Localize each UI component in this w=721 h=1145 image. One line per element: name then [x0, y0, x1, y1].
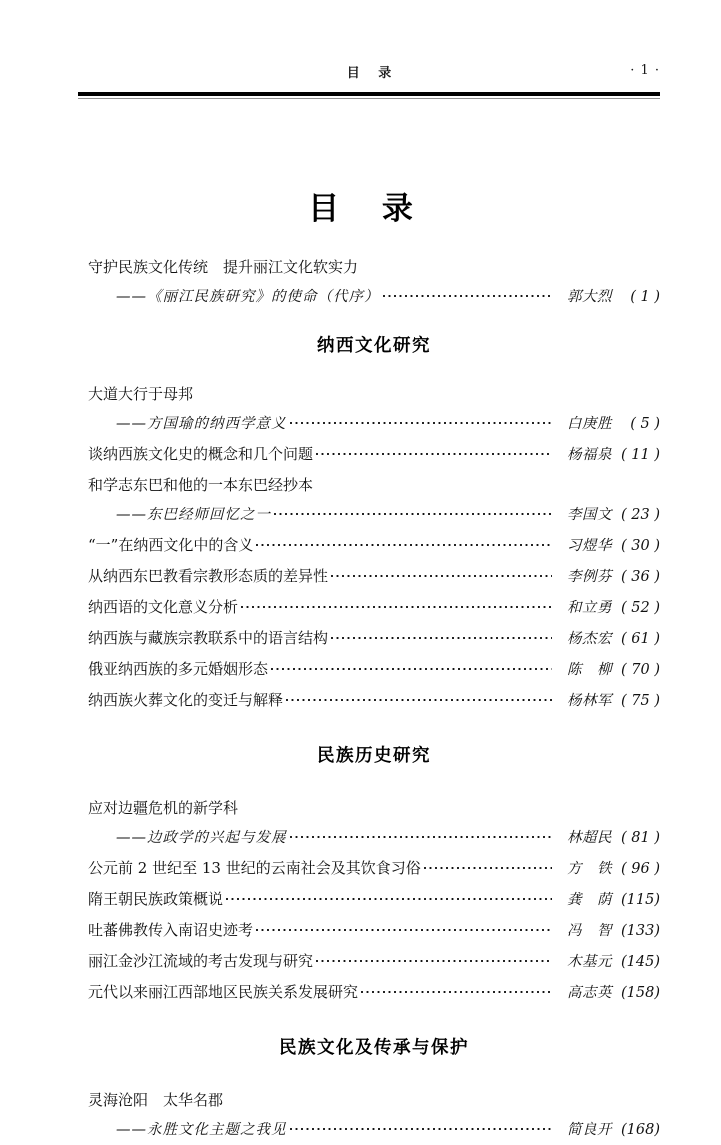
toc-entry-line[interactable]: [88, 409, 660, 439]
toc-entry: [88, 252, 660, 312]
toc-entry-subtitle: ——东巴经师回忆之一: [116, 507, 271, 523]
toc-entry: [88, 977, 660, 1008]
toc-entry-line[interactable]: [88, 685, 660, 716]
toc-entry-author: 习煜华: [567, 538, 612, 554]
toc-entry: [88, 793, 660, 853]
toc-entry-title: 丽江金沙江流域的考古发现与研究: [88, 952, 314, 970]
toc-entry-line[interactable]: [88, 946, 660, 977]
toc-entry-line[interactable]: [88, 1115, 660, 1145]
leader-dots: [241, 596, 552, 612]
toc-entry-page: ( 70 ): [621, 662, 660, 678]
toc-entry-headline: 灵海沧阳 太华名郡: [88, 1091, 224, 1109]
section-gap-bottom: [88, 1059, 660, 1085]
toc-entry-page: ( 11 ): [621, 447, 660, 463]
leader-dots: [290, 1118, 553, 1134]
toc-entry-line[interactable]: [88, 530, 660, 561]
toc-entry: [88, 561, 660, 592]
toc-entry-page: ( 81 ): [621, 830, 660, 846]
toc-entry-headline: 大道大行于母邦: [88, 385, 194, 403]
toc-entry: [88, 470, 660, 530]
section-gap-top: [88, 1008, 660, 1034]
toc-entry-line[interactable]: [88, 977, 660, 1008]
toc-entry-line[interactable]: [88, 853, 660, 884]
toc-entry-author: 龚 荫: [567, 892, 612, 908]
toc-entry-line[interactable]: [88, 592, 660, 623]
toc-entry-line[interactable]: [88, 561, 660, 592]
toc-entry-headline: 应对边疆危机的新学科: [88, 799, 239, 817]
toc-entry-headline: 和学志东巴和他的一本东巴经抄本: [88, 476, 314, 494]
toc-list: [88, 252, 660, 1145]
leader-dots: [424, 857, 552, 873]
section-gap-bottom: [88, 767, 660, 793]
leader-dots: [256, 534, 552, 550]
toc-entry-author: 李例芬: [567, 569, 612, 585]
toc-entry-title: 吐蕃佛教传入南诏史迹考: [88, 921, 254, 939]
toc-entry-author: 方 铁: [567, 861, 612, 877]
toc-entry-author: 木基元: [567, 954, 612, 970]
toc-entry: [88, 623, 660, 654]
leader-dots: [290, 412, 553, 428]
toc-entry-title: 公元前 2 世纪至 13 世纪的云南社会及其饮食习俗: [88, 859, 421, 877]
toc-entry-line[interactable]: [88, 282, 660, 312]
toc-entry-author: 杨林军: [567, 693, 612, 709]
toc-entry: [88, 1085, 660, 1145]
toc-entry: [88, 946, 660, 977]
toc-entry: [88, 439, 660, 470]
toc-entry: [88, 915, 660, 946]
leader-dots: [274, 503, 552, 519]
toc-entry-title: 纳西语的文化意义分析: [88, 598, 239, 616]
toc-entry-page: (133): [621, 923, 660, 939]
toc-entry: [88, 654, 660, 685]
toc-entry-title: “一”在纳西文化中的含义: [88, 536, 254, 554]
section-gap-top: [88, 312, 660, 332]
toc-entry-title: 纳西族与藏族宗教联系中的语言结构: [88, 629, 329, 647]
toc-entry-author: 郭大烈: [567, 289, 612, 305]
toc-entry-author: 陈 柳: [567, 662, 612, 678]
toc-entry-page: ( 61 ): [621, 631, 660, 647]
toc-entry-page: (145): [621, 954, 660, 970]
toc-entry-title: 谈纳西族文化史的概念和几个问题: [88, 445, 314, 463]
toc-entry: [88, 530, 660, 561]
toc-entry-subtitle: ——永胜文化主题之我见: [116, 1122, 287, 1138]
leader-dots: [331, 565, 552, 581]
toc-entry-author: 杨杰宏: [567, 631, 612, 647]
toc-entry-page: (115): [621, 892, 660, 908]
toc-entry: [88, 685, 660, 716]
toc-entry-author: 李国文: [567, 507, 612, 523]
toc-entry-page: ( 96 ): [621, 861, 660, 877]
section-heading: 民族历史研究: [317, 746, 431, 766]
toc-entry-page: ( 23 ): [621, 507, 660, 523]
toc-entry-title: 从纳西东巴教看宗教形态质的差异性: [88, 567, 329, 585]
toc-entry-line[interactable]: [88, 654, 660, 685]
section-heading: 纳西文化研究: [317, 336, 431, 356]
leader-dots: [271, 658, 552, 674]
leader-dots: [290, 826, 553, 842]
toc-entry-line[interactable]: [88, 500, 660, 530]
toc-entry-title: 元代以来丽江西部地区民族关系发展研究: [88, 983, 359, 1001]
toc-entry-author: 杨福泉: [567, 447, 612, 463]
toc-entry: [88, 379, 660, 439]
toc-entry-line[interactable]: [88, 884, 660, 915]
toc-entry-headline: 守护民族文化传统 提升丽江文化软实力: [88, 258, 359, 276]
leader-dots: [361, 981, 552, 997]
page-folio: · 1 ·: [630, 63, 660, 78]
toc-entry-page: (158): [621, 985, 660, 1001]
toc-entry-page: ( 30 ): [621, 538, 660, 554]
leader-dots: [256, 919, 552, 935]
toc-entry-author: 高志英: [567, 985, 612, 1001]
leader-dots: [226, 888, 552, 904]
leader-dots: [316, 443, 552, 459]
section-gap-top: [88, 716, 660, 742]
toc-entry-page: ( 52 ): [621, 600, 660, 616]
toc-entry-subtitle: ——边政学的兴起与发展: [116, 830, 287, 846]
toc-entry-page: ( 1 ): [630, 289, 660, 305]
toc-entry-author: 白庚胜: [567, 416, 612, 432]
toc-entry: [88, 884, 660, 915]
toc-entry-line[interactable]: [88, 915, 660, 946]
toc-entry-author: 冯 智: [567, 923, 612, 939]
section-heading: 民族文化及传承与保护: [279, 1038, 469, 1058]
toc-entry-line[interactable]: [88, 439, 660, 470]
toc-entry-line[interactable]: [88, 623, 660, 654]
leader-dots: [331, 627, 552, 643]
toc-entry-title: 纳西族火葬文化的变迁与解释: [88, 691, 284, 709]
toc-entry: [88, 853, 660, 884]
header-rule-thin: [78, 98, 660, 99]
toc-entry-title: 隋王朝民族政策概说: [88, 890, 224, 908]
toc-entry-title: 俄亚纳西族的多元婚姻形态: [88, 660, 269, 678]
toc-entry-subtitle: ——方国瑜的纳西学意义: [116, 416, 287, 432]
page-title: 目 录: [308, 191, 429, 227]
toc-entry-page: ( 36 ): [621, 569, 660, 585]
header-rule: [78, 92, 660, 99]
toc-entry-page: ( 75 ): [621, 693, 660, 709]
toc-entry: [88, 592, 660, 623]
section-gap-bottom: [88, 357, 660, 379]
toc-entry-line[interactable]: [88, 823, 660, 853]
toc-entry-author: 简良开: [567, 1122, 612, 1138]
running-head: [78, 62, 660, 88]
leader-dots: [316, 950, 552, 966]
leader-dots: [286, 689, 552, 705]
toc-entry-author: 和立勇: [567, 600, 612, 616]
toc-entry-subtitle: ——《丽江民族研究》的使命（代序）: [116, 289, 380, 305]
toc-entry-author: 林超民: [567, 830, 612, 846]
toc-entry-page: (168): [621, 1122, 660, 1138]
leader-dots: [383, 285, 553, 301]
toc-entry-page: ( 5 ): [630, 416, 660, 432]
running-head-title: 目 录: [346, 66, 399, 81]
